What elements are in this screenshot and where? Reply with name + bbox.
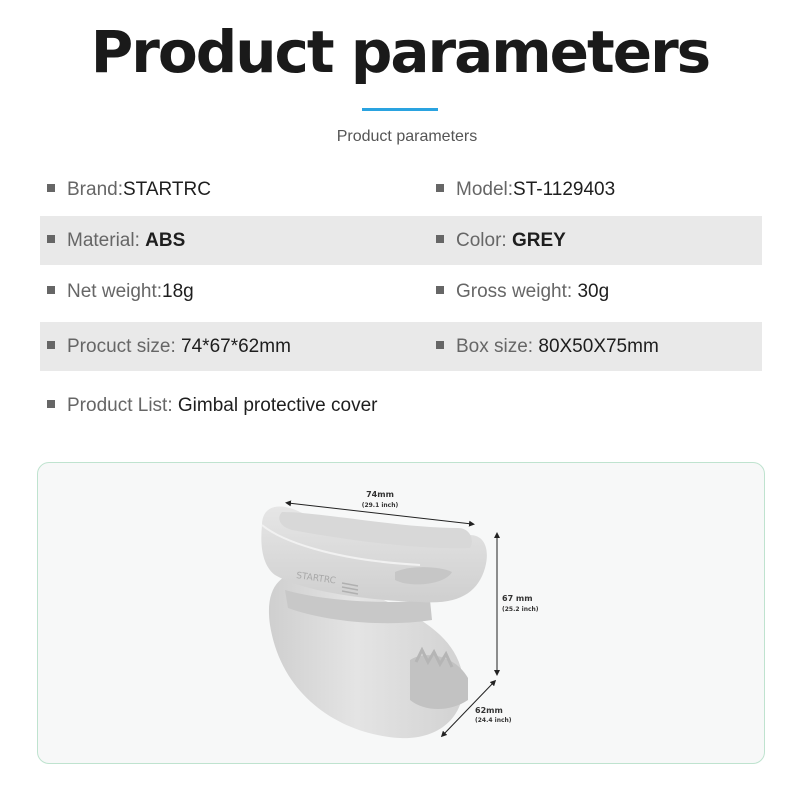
- spec-value: GREY: [511, 230, 566, 251]
- page-title: Product parameters: [90, 18, 710, 86]
- spec-value: ST-1129403: [513, 179, 616, 200]
- spec-label: Gross weight:: [456, 281, 578, 302]
- height-inch: (25.2 inch): [502, 606, 539, 613]
- spec-label: Model:: [456, 179, 514, 200]
- height-mm: 67 mm: [502, 594, 533, 603]
- width-mm: 74mm: [366, 490, 394, 499]
- spec-label: Product List:: [67, 395, 178, 416]
- spec-label: Material:: [67, 230, 146, 251]
- spec-value: 30g: [577, 281, 610, 302]
- depth-inch: (24.4 inch): [475, 717, 512, 724]
- svg-text:STARTRC: STARTRC: [295, 571, 337, 587]
- spec-label: Color:: [456, 230, 512, 251]
- spec-value: ABS: [145, 230, 186, 251]
- spec-value: 18g: [162, 281, 194, 302]
- spec-value: 74*67*62mm: [181, 336, 291, 357]
- spec-value: STARTRC: [122, 179, 211, 200]
- spec-value: Gimbal protective cover: [177, 395, 378, 416]
- spec-label: Net weight:: [67, 281, 163, 302]
- spec-label: Box size:: [456, 336, 539, 357]
- depth-mm: 62mm: [475, 706, 503, 715]
- page-subtitle: Product parameters: [336, 128, 478, 145]
- spec-label: Procuct size:: [67, 336, 182, 357]
- width-inch: (29.1 inch): [361, 502, 399, 509]
- spec-label: Brand:: [67, 179, 123, 200]
- spec-value: 80X50X75mm: [538, 336, 659, 357]
